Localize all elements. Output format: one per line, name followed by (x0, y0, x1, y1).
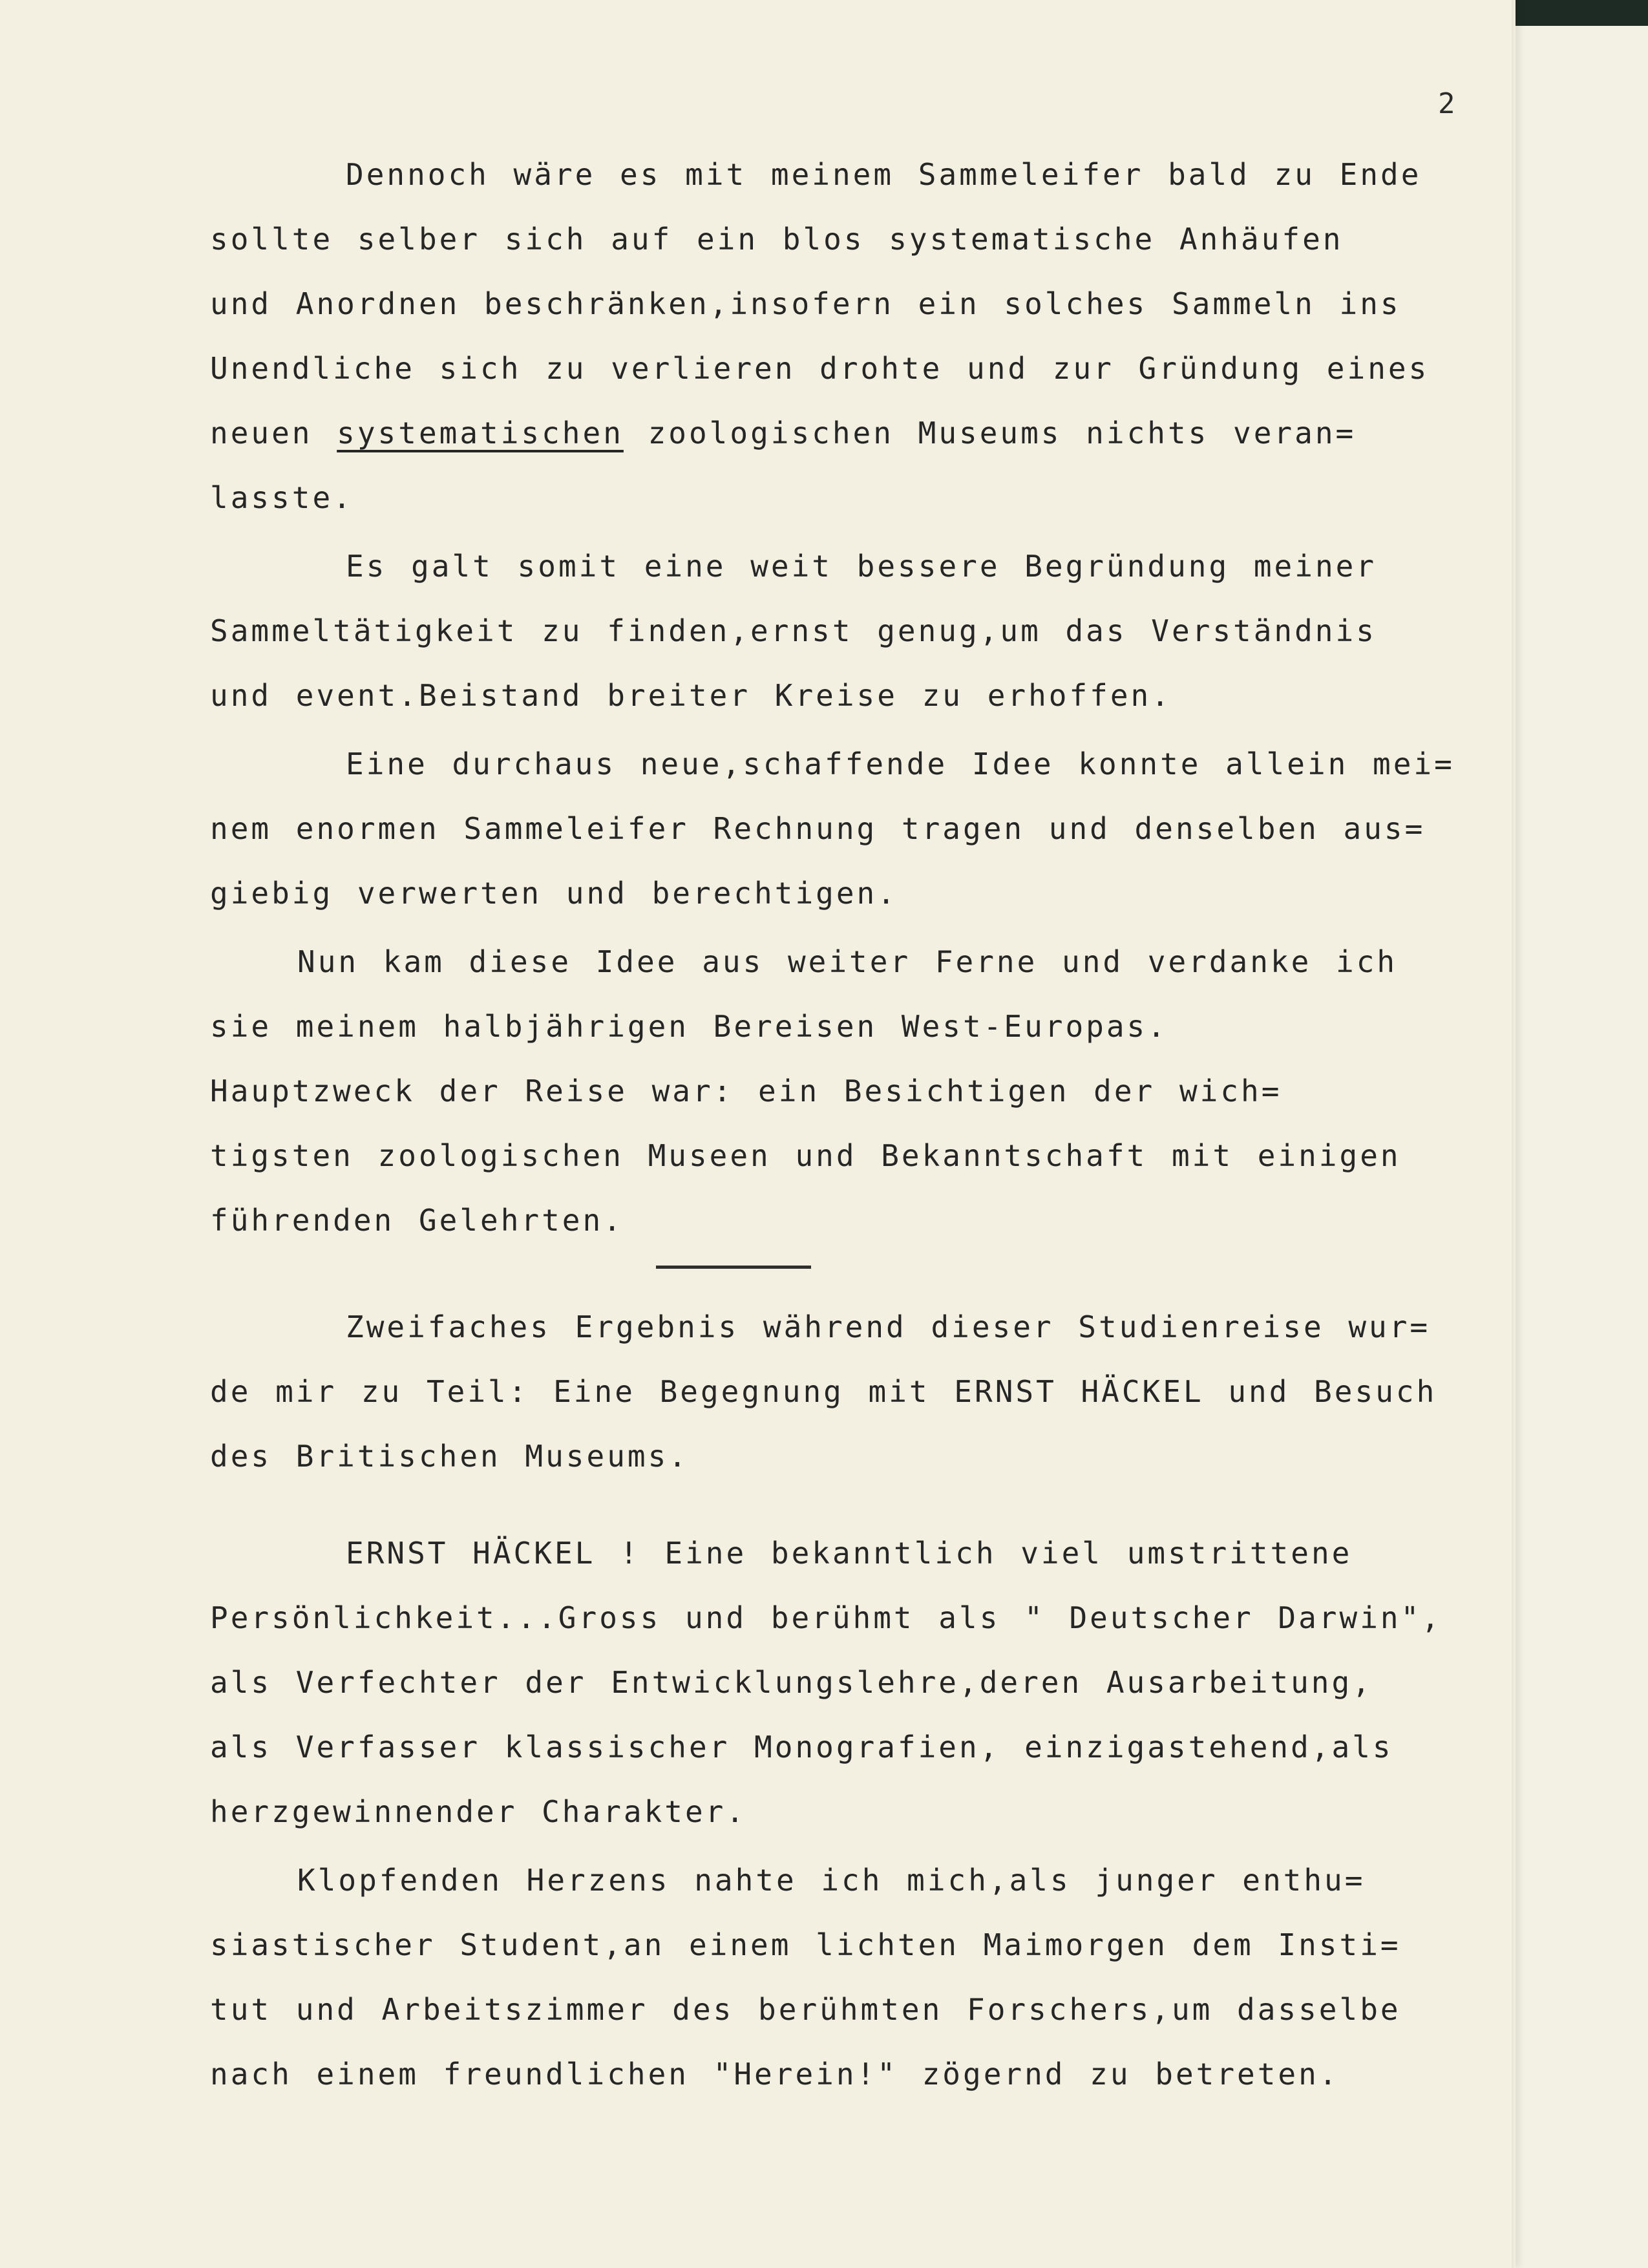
text-line: lasste. (210, 480, 354, 515)
text-line: Eine durchaus neue,schaffende Idee konnte allein mei= (346, 747, 1455, 781)
text-line: und Anordnen beschränken,insofern ein solches Sammeln ins (210, 286, 1401, 321)
text-line: als Verfasser klassischer Monografien, einzigastehend,als (210, 1730, 1393, 1765)
text-line: Klopfenden Herzens nahte ich mich,als junger enthu= (297, 1863, 1366, 1898)
text-line: tut und Arbeitszimmer des berühmten Forschers,um dasselbe (210, 1992, 1401, 2027)
text-line: siastischer Student,an einem lichten Maimorgen dem Insti= (210, 1927, 1401, 1962)
text-line: Zweifaches Ergebnis während dieser Studienreise wur= (346, 1309, 1431, 1344)
text-fragment: neuen (210, 416, 337, 450)
text-line: als Verfechter der Entwicklungslehre,deren Ausarbeitung, (210, 1665, 1373, 1700)
text-line: Unendliche sich zu verlieren drohte und zur Gründung eines (210, 351, 1430, 386)
section-divider (656, 1266, 811, 1269)
text-line: Persönlichkeit...Gross und berühmt als " Deutscher Darwin", (210, 1600, 1442, 1635)
body-text (210, 142, 1490, 2106)
text-line: Nun kam diese Idee aus weiter Ferne und verdanke ich (297, 944, 1398, 979)
text-line: herzgewinnender Charakter. (210, 1794, 747, 1829)
text-line: sie meinem halbjährigen Bereisen West-Europas. (210, 1009, 1168, 1044)
text-line: Sammeltätigkeit zu finden,ernst genug,um das Verständnis (210, 613, 1377, 648)
text-line: giebig verwerten und berechtigen. (210, 876, 898, 911)
underlined-word: systematischen (337, 416, 624, 450)
text-line: sollte selber sich auf ein blos systematische Anhäufen (210, 222, 1344, 257)
text-line: nach einem freundlichen "Herein!" zögernd zu betreten. (210, 2057, 1340, 2092)
text-line: ERNST HÄCKEL ! Eine bekanntlich viel umstrittene (346, 1536, 1353, 1571)
text-line: tigsten zoologischen Museen und Bekanntschaft mit einigen (210, 1138, 1401, 1173)
text-line: de mir zu Teil: Eine Begegnung mit ERNST HÄCKEL und Besuch (210, 1374, 1437, 1409)
text-line: führenden Gelehrten. (210, 1203, 624, 1238)
text-line: nem enormen Sammeleifer Rechnung tragen und denselben aus= (210, 811, 1426, 846)
text-line: Hauptzweck der Reise war: ein Besichtigen der wich= (210, 1074, 1282, 1108)
text-line: Es galt somit eine weit bessere Begründung meiner (346, 549, 1377, 584)
text-fragment: zoologischen Museums nichts veran= (623, 416, 1357, 450)
page-number: 2 (1438, 87, 1455, 120)
page-edge-shadow (1512, 0, 1516, 2268)
text-line: und event.Beistand breiter Kreise zu erhoffen. (210, 678, 1172, 713)
scan-border (1506, 0, 1648, 26)
text-line (210, 401, 1490, 465)
text-line: Dennoch wäre es mit meinem Sammeleifer bald zu Ende (346, 157, 1422, 192)
text-line: des Britischen Museums. (210, 1439, 689, 1474)
